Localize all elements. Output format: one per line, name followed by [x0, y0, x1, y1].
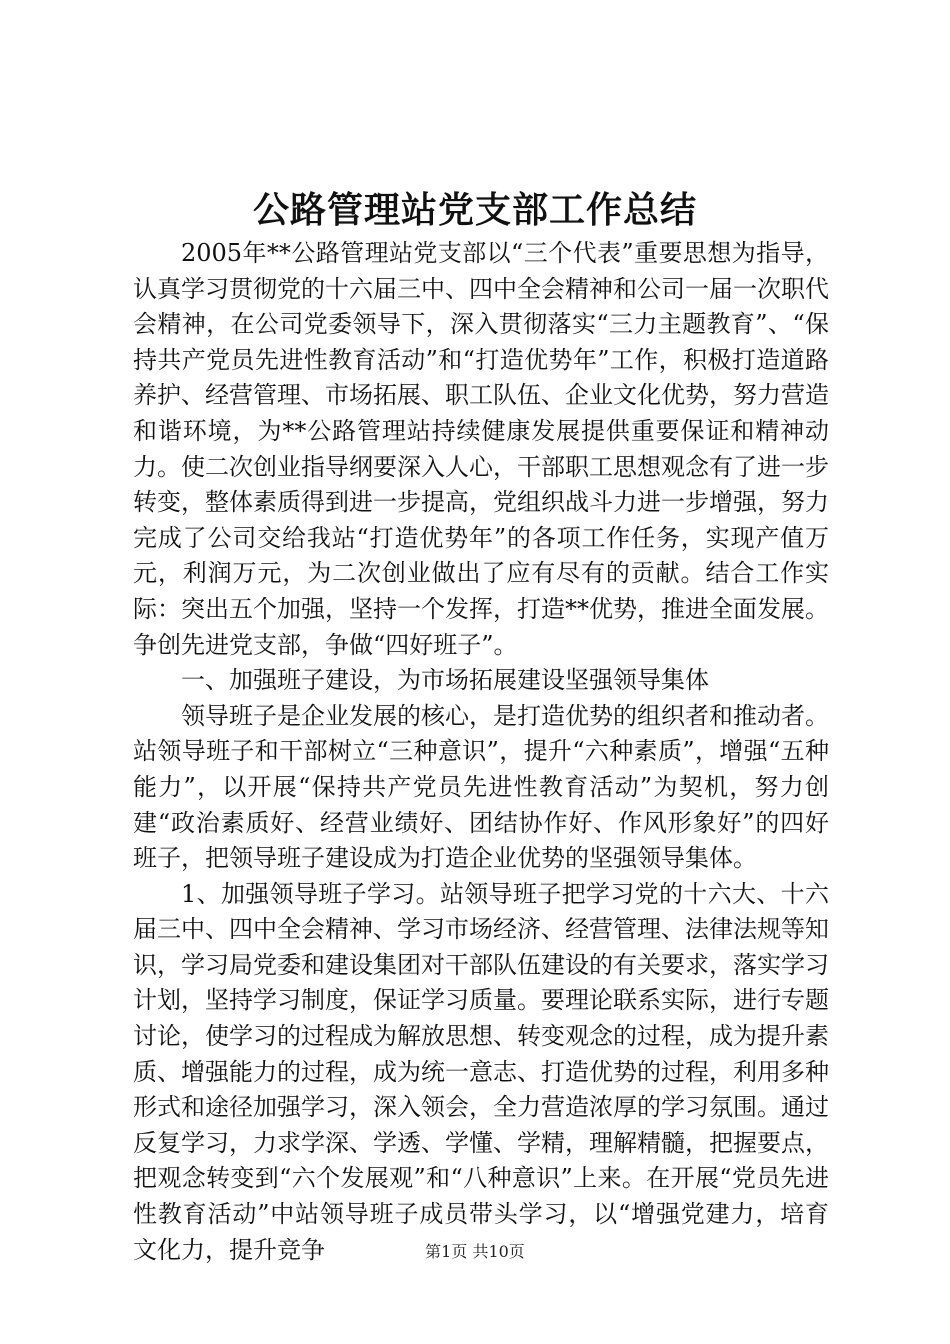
- page-footer: 第1页 共10页: [425, 1242, 525, 1261]
- document-title: 公路管理站党支部工作总结: [252, 189, 697, 231]
- document-body: [133, 236, 829, 1268]
- section-heading-1: 一、加强班子建设，为市场拓展建设坚强领导集体: [181, 666, 709, 695]
- paragraph-item-1: 1、加强领导班子学习。站领导班子把学习党的十六大、十六届三中、四中全会精神、学习市场经济、经营管理、法律法规等知识，学习局党委和建设集团对干部队伍建设的有关要求，落实学习计划，坚持学习制度，保证学习质量。要理论联系实际，进行专题讨论，使学习的过程成为解放思想、转变观念的过程，成为提升素质、增强能力的过程，成为统一意志、打造优势的过程，利用多种形式和途径加强学习，深入领会，全力营造浓厚的学习氛围。通过反复学习，力求学深、学透、学懂、学精，理解精髓，把握要点，把观念转变到“六个发展观”和“八种意识”上来。在开展“党员先进性教育活动”中站领导班子成员带头学习，以“增强党建力，培育文化力，提升竞争: [133, 879, 829, 1264]
- paragraph-section-1: 领导班子是企业发展的核心，是打造优势的组织者和推动者。站领导班子和干部树立“三种意识”，提升“六种素质”，增强“五种能力”，以开展“保持共产党员先进性教育活动”为契机，努力创建“政治素质好、经营业绩好、团结协作好、作风形象好”的四好班子，把领导班子建设成为打造企业优势的坚强领导集体。: [133, 701, 829, 873]
- paragraph-intro: 2005年**公路管理站党支部以“三个代表”重要思想为指导，认真学习贯彻党的十六届三中、四中全会精神和公司一届一次职代会精神，在公司党委领导下，深入贯彻落实“三力主题教育”、“保持共产党员先进性教育活动”和“打造优势年”工作，积极打造道路养护、经营管理、市场拓展、职工队伍、企业文化优势，努力营造和谐环境，为**公路管理站持续健康发展提供重要保证和精神动力。使二次创业指导纲要深入人心，干部职工思想观念有了进一步转变，整体素质得到进一步提高，党组织战斗力进一步增强，努力完成了公司交给我站“打造优势年”的各项工作任务，实现产值万元，利润万元，为二次创业做出了应有尽有的贡献。结合工作实际：突出五个加强，坚持一个发挥，打造**优势，推进全面发展。争创先进党支部，争做“四好班子”。: [133, 239, 829, 659]
